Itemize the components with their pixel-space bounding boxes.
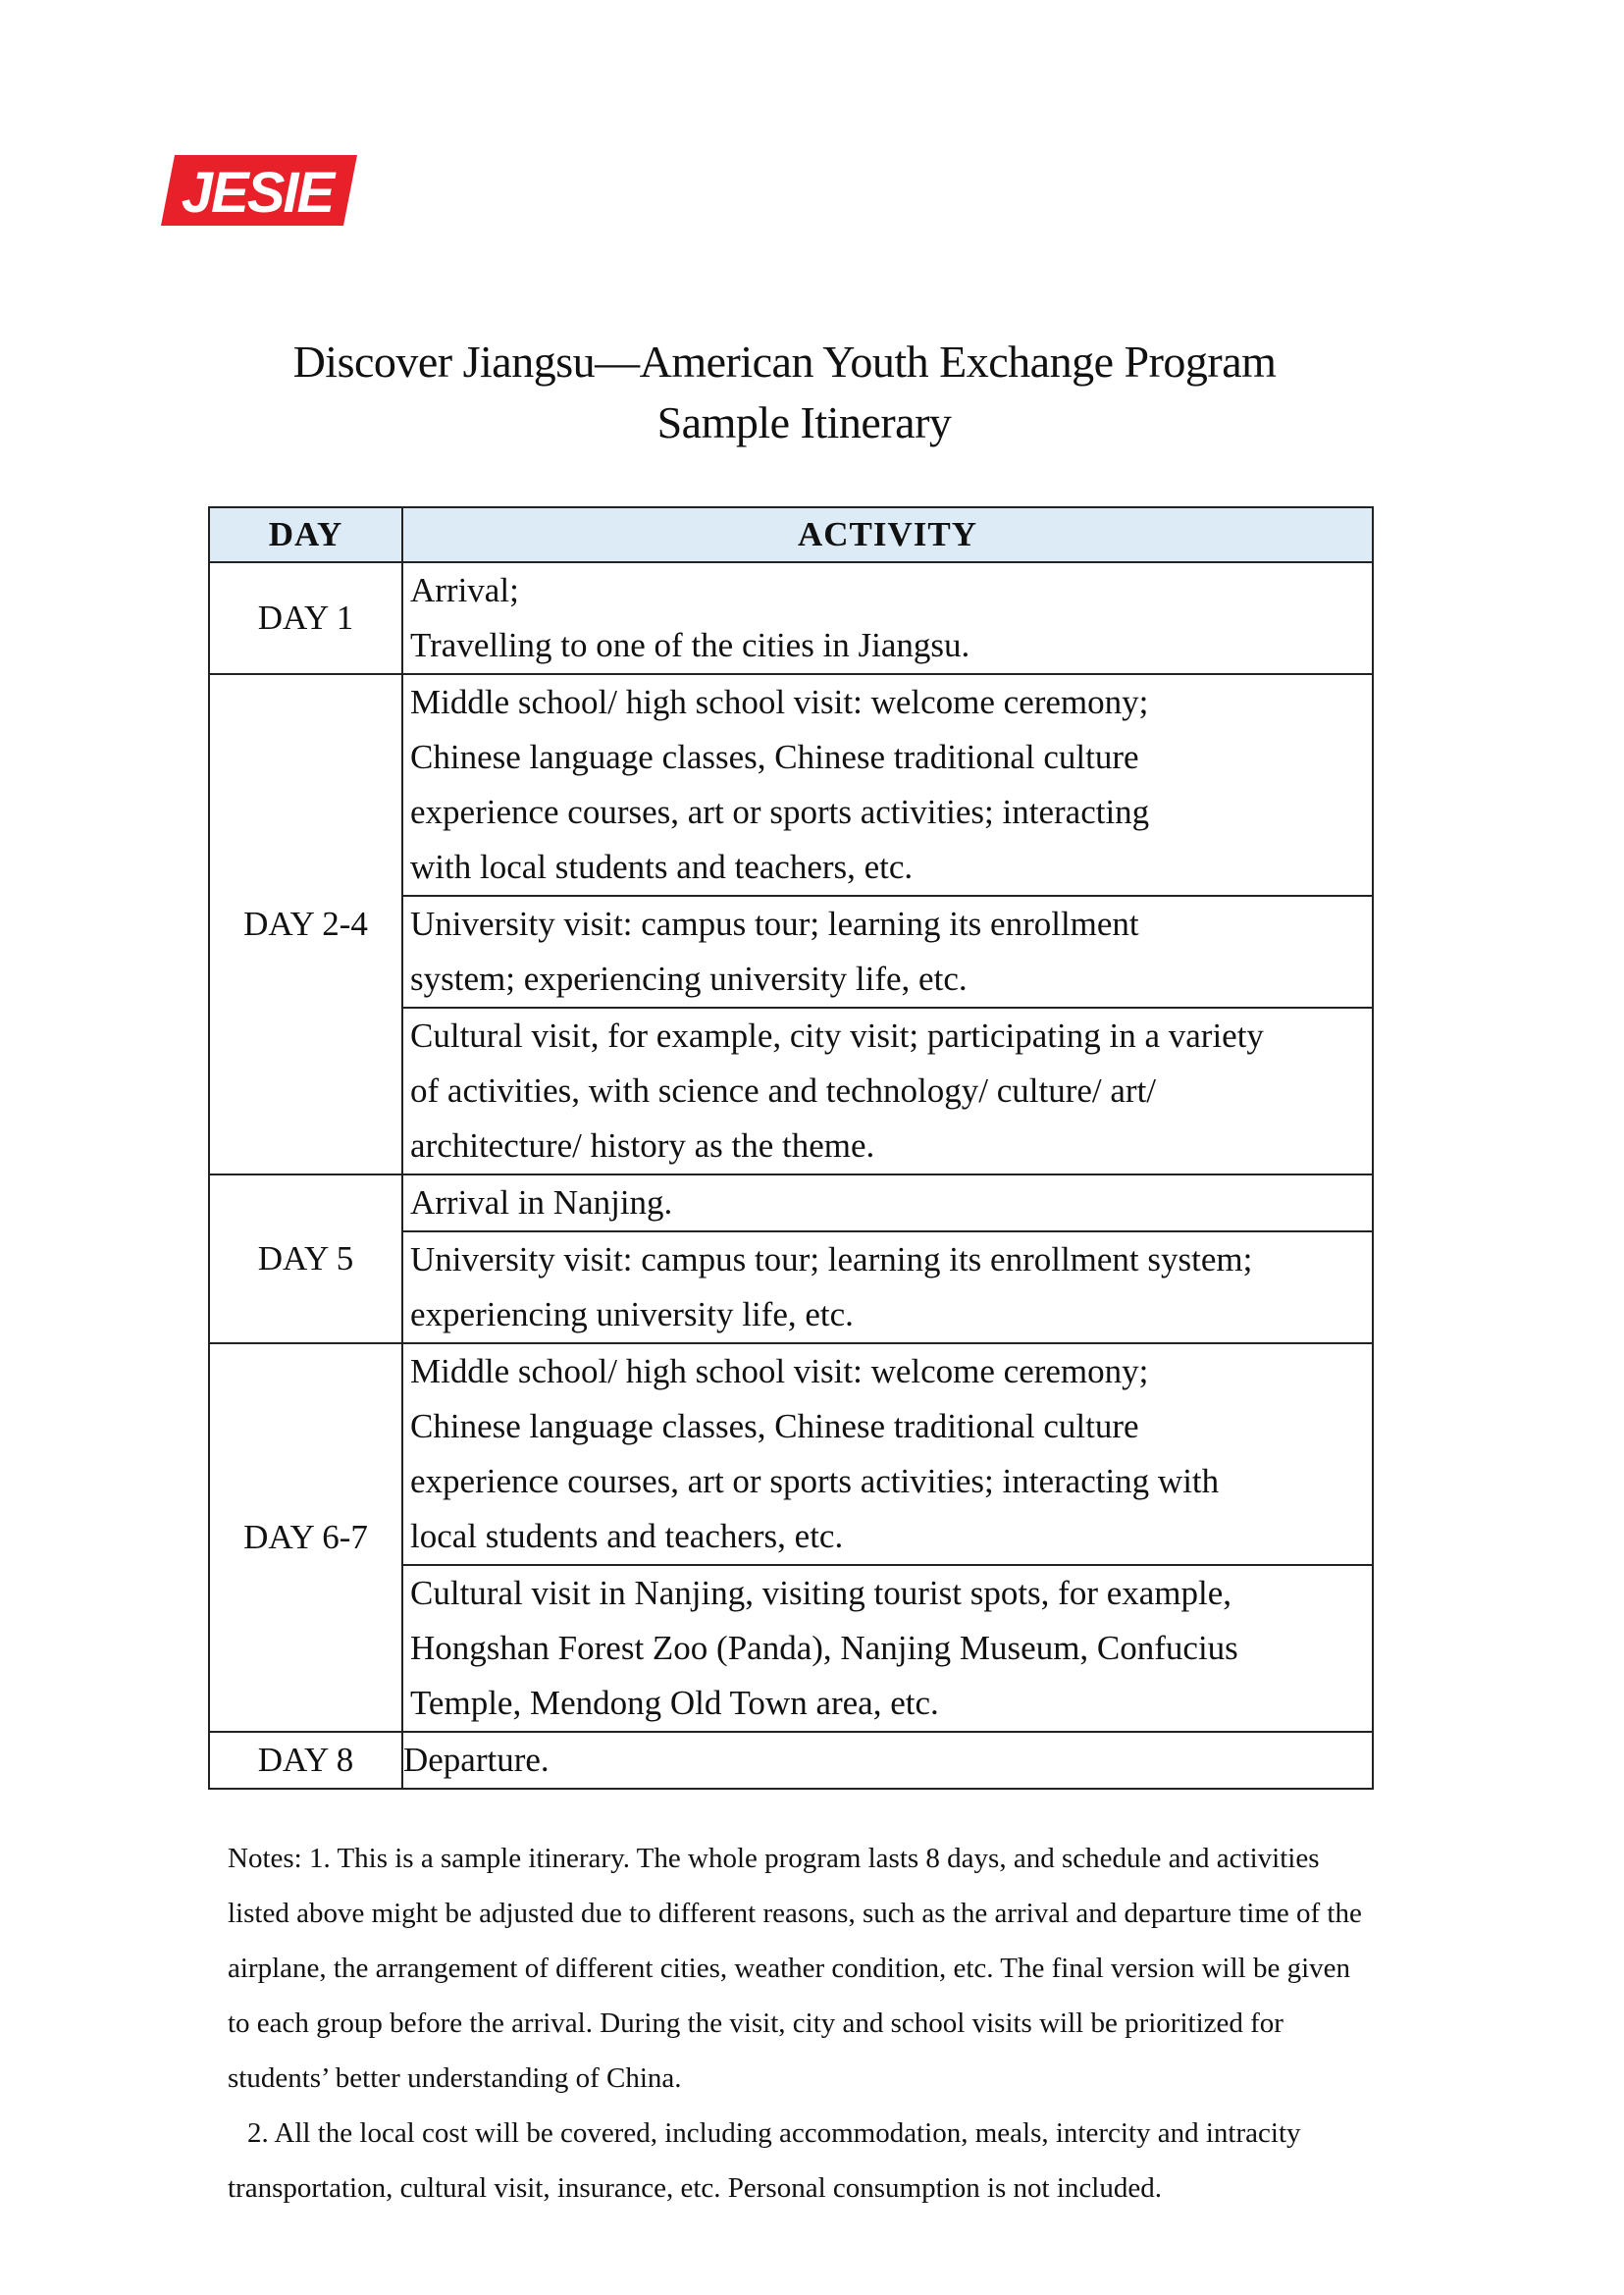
activity-line: Arrival; <box>410 571 519 609</box>
table-row <box>209 1343 1373 1565</box>
note-line: airplane, the arrangement of different cities, weather condition, etc. The final version will be given <box>228 1953 1350 1984</box>
activity-line: Middle school/ high school visit: welcome ceremony; <box>410 1352 1149 1390</box>
day-cell: DAY 1 <box>209 562 402 674</box>
notes-section <box>228 1831 1444 2216</box>
note-line: to each group before the arrival. During the visit, city and school visits will be prioritized for <box>228 2008 1283 2039</box>
activity-line: experience courses, art or sports activities; interacting <box>410 793 1150 831</box>
header-day: DAY <box>209 507 402 562</box>
table-row <box>209 1732 1373 1789</box>
note-line: Notes: 1. This is a sample itinerary. The whole program lasts 8 days, and schedule and activities <box>228 1843 1320 1874</box>
activity-line: University visit: campus tour; learning its enrollment <box>410 905 1139 943</box>
note-line: listed above might be adjusted due to different reasons, such as the arrival and departure time of the <box>228 1898 1362 1929</box>
table-row <box>209 1174 1373 1231</box>
activity-line: Travelling to one of the cities in Jiangsu. <box>410 626 970 664</box>
note-line: students’ better understanding of China. <box>228 2062 682 2094</box>
header-activity: ACTIVITY <box>402 507 1373 562</box>
jesie-logo <box>161 155 357 226</box>
activity-line: architecture/ history as the theme. <box>410 1126 875 1165</box>
logo-text: JESIE <box>181 161 334 225</box>
table-header-row <box>209 507 1373 562</box>
activity-cell <box>402 1732 1373 1789</box>
activity-line: Arrival in Nanjing. <box>410 1183 673 1222</box>
table-row <box>209 674 1373 896</box>
activity-cell <box>402 562 1373 674</box>
note-line: 2. All the local cost will be covered, including accommodation, meals, intercity and intracity <box>247 2117 1301 2149</box>
itinerary-table <box>208 506 1374 1790</box>
activity-line: University visit: campus tour; learning its enrollment system; <box>410 1240 1253 1278</box>
activity-line: experiencing university life, etc. <box>410 1295 854 1333</box>
note-line: transportation, cultural visit, insurance, etc. Personal consumption is not included. <box>228 2172 1162 2204</box>
page-title: Discover Jiangsu—American Youth Exchange Program <box>292 337 1277 387</box>
day-cell: DAY 8 <box>209 1732 402 1789</box>
activity-line: of activities, with science and technology/ culture/ art/ <box>410 1071 1157 1110</box>
activity-line: local students and teachers, etc. <box>410 1517 844 1555</box>
day-cell: DAY 2-4 <box>209 674 402 1174</box>
activity-line: Cultural visit, for example, city visit; participating in a variety <box>410 1017 1264 1055</box>
activity-line: Departure. <box>403 1741 550 1779</box>
day-cell: DAY 5 <box>209 1174 402 1343</box>
activity-line: Middle school/ high school visit: welcome ceremony; <box>410 683 1149 721</box>
activity-line: Hongshan Forest Zoo (Panda), Nanjing Museum, Confucius <box>410 1629 1238 1667</box>
activity-line: Chinese language classes, Chinese traditional culture <box>410 1407 1139 1445</box>
activity-line: Chinese language classes, Chinese traditional culture <box>410 738 1139 776</box>
page-subtitle: Sample Itinerary <box>656 397 952 447</box>
activity-line: Temple, Mendong Old Town area, etc. <box>410 1684 939 1722</box>
activity-line: experience courses, art or sports activities; interacting with <box>410 1462 1220 1500</box>
activity-line: system; experiencing university life, etc. <box>410 960 968 998</box>
activity-line: with local students and teachers, etc. <box>410 848 914 886</box>
activity-cell <box>402 674 1373 896</box>
activity-cell <box>402 1343 1373 1565</box>
activity-cell <box>402 1565 1373 1732</box>
activity-cell <box>402 1174 1373 1231</box>
activity-cell <box>402 1231 1373 1343</box>
activity-cell <box>402 1008 1373 1174</box>
day-cell: DAY 6-7 <box>209 1343 402 1732</box>
table-row <box>209 562 1373 674</box>
activity-cell <box>402 896 1373 1008</box>
activity-line: Cultural visit in Nanjing, visiting tourist spots, for example, <box>410 1574 1232 1612</box>
